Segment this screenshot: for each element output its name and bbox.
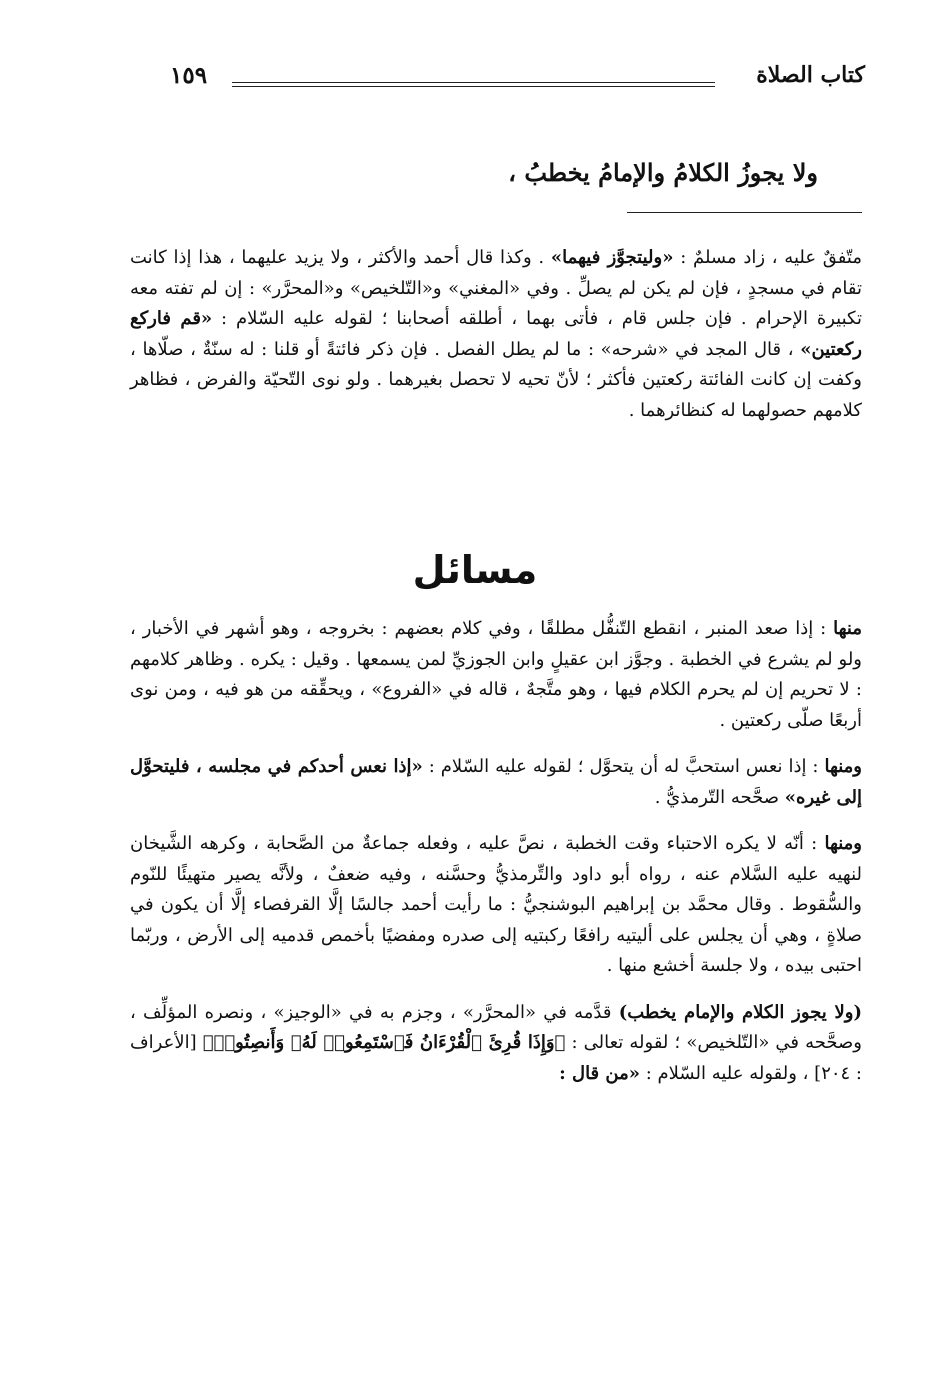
text-run: : إذا صعد المنبر ، انقطع التّنفُّل مطلقًا ، وفي كلام بعضهم : بخروجه ، وهو أشهر في الأخبار ، ولو لم يشرع في الخطبة . وجوَّز ابن عقيلٍ وابن الجوزيِّ لمن يسمعها . وقيل : يكره . وظاهر كلامهم : لا تحريم إن لم يحرم الكلام فيها ، وهو متَّجهٌ ، قاله في «الفروع» ، ويحقِّقه من هو فيه ، ومن نوى أربعًا صلّى ركعتين . <box>130 618 862 731</box>
masala-paragraph <box>130 829 862 982</box>
bold-text-run: ومنها <box>824 833 862 854</box>
book-title: كتاب الصلاة <box>756 62 865 88</box>
separator-rule <box>627 212 862 213</box>
bold-text-run: «إذا نعس أحدكم في مجلسه ، فليتحوَّل إلى غيره» <box>130 756 862 808</box>
running-header <box>170 62 865 102</box>
text-run: [الأعراف : ٢٠٤] ، ولقوله عليه السّلام : <box>130 1032 862 1084</box>
bold-text-run: «وليتجوَّز فيهما» <box>550 247 674 268</box>
bold-text-run: «قم فاركع ركعتين» <box>130 308 862 360</box>
text-run: متّفقٌ عليه ، زاد مسلمٌ : <box>673 247 862 268</box>
text-run: قدَّمه في «المحرَّر» ، وجزم به في «الوجيز» ، ونصره المؤلِّف ، وصحَّحه في «التّلخيص» ؛ لقوله تعالى : <box>130 1001 862 1053</box>
section-heading: مسائل <box>412 548 538 592</box>
bold-text-run: منها <box>833 618 862 639</box>
text-run: ، قال المجد في «شرحه» : ما لم يطل الفصل . فإن ذكر فائتةً أو قلنا : له سنّةٌ ، صلّاها ، وكفت إن كانت الفائتة ركعتين فأكثر ؛ لأنّ تحيه لا تحصل بغيرهما . ولو نوى التّحيّة والفرض ، فظاهر كلامهم حصولهما له كنظائرهما . <box>130 338 862 421</box>
header-rule <box>232 82 715 87</box>
commentary-paragraph <box>130 243 862 426</box>
text-run: : أنّه لا يكره الاحتباء وقت الخطبة ، نصَّ عليه ، وفعله جماعةٌ من الصَّحابة ، وكرهه الشَّيخان لنهيه عليه السَّلام عنه ، رواه أبو داود والتِّرمذيُّ وحسَّنه ، وفيه ضعفٌ ، ولأنَّه يصير متهيئًا للنّوم والسُّقوط . وقال محمَّد بن إبراهيم البوشنجيُّ : ما رأيت أحمد جالسًا إلَّا القرفصاء إلَّا أن يكون في صلاةٍ ، وهي أن يجلس على أليتيه رافعًا ركبتيه إلى صدره ومفضيًا بأخمص قدميه إلى الأرض ، وربّما احتبى بيده ، ولا جلسة أخشع منها . <box>130 833 863 976</box>
text-run: : إذا نعس استحبَّ له أن يتحوَّل ؛ لقوله عليه السّلام : <box>422 756 825 777</box>
masala-paragraph <box>130 614 862 736</box>
text-run: . وكذا قال أحمد والأكثر ، ولا يزيد عليهما ، هذا إذا كانت تقام في مسجدٍ ، فإن لم يكن لم يصلِّ . وفي «المغني» و«التّلخيص» و«المحرَّر» : إن لم تفته معه تكبيرة الإحرام . فإن جلس قام ، فأتى بهما ، أطلقه أصحابنا ؛ لقوله عليه السّلام : <box>130 247 862 329</box>
bold-text-run: ﴿وَإِذَا قُرِئَ ٱلْقُرْءَانُ فَٱسْتَمِعُوا۟ لَهُۥ وَأَنصِتُوا۟﴾ <box>202 1032 566 1053</box>
matn-line: ولا يجوزُ الكلامُ والإمامُ يخطبُ ، <box>508 158 818 187</box>
text-run: صحَّحه التّرمذيُّ . <box>654 786 785 808</box>
bold-text-run: «من قال : <box>559 1062 641 1084</box>
bold-text-run: ومنها <box>824 756 862 777</box>
bold-text-run: (ولا يجوز الكلام والإمام يخطب) <box>618 1001 862 1023</box>
page-number: ١٥٩ <box>170 62 208 89</box>
commentary-top <box>130 243 862 426</box>
masala-paragraph <box>130 998 862 1090</box>
masail-section <box>130 614 862 1089</box>
masala-paragraph <box>130 752 862 813</box>
